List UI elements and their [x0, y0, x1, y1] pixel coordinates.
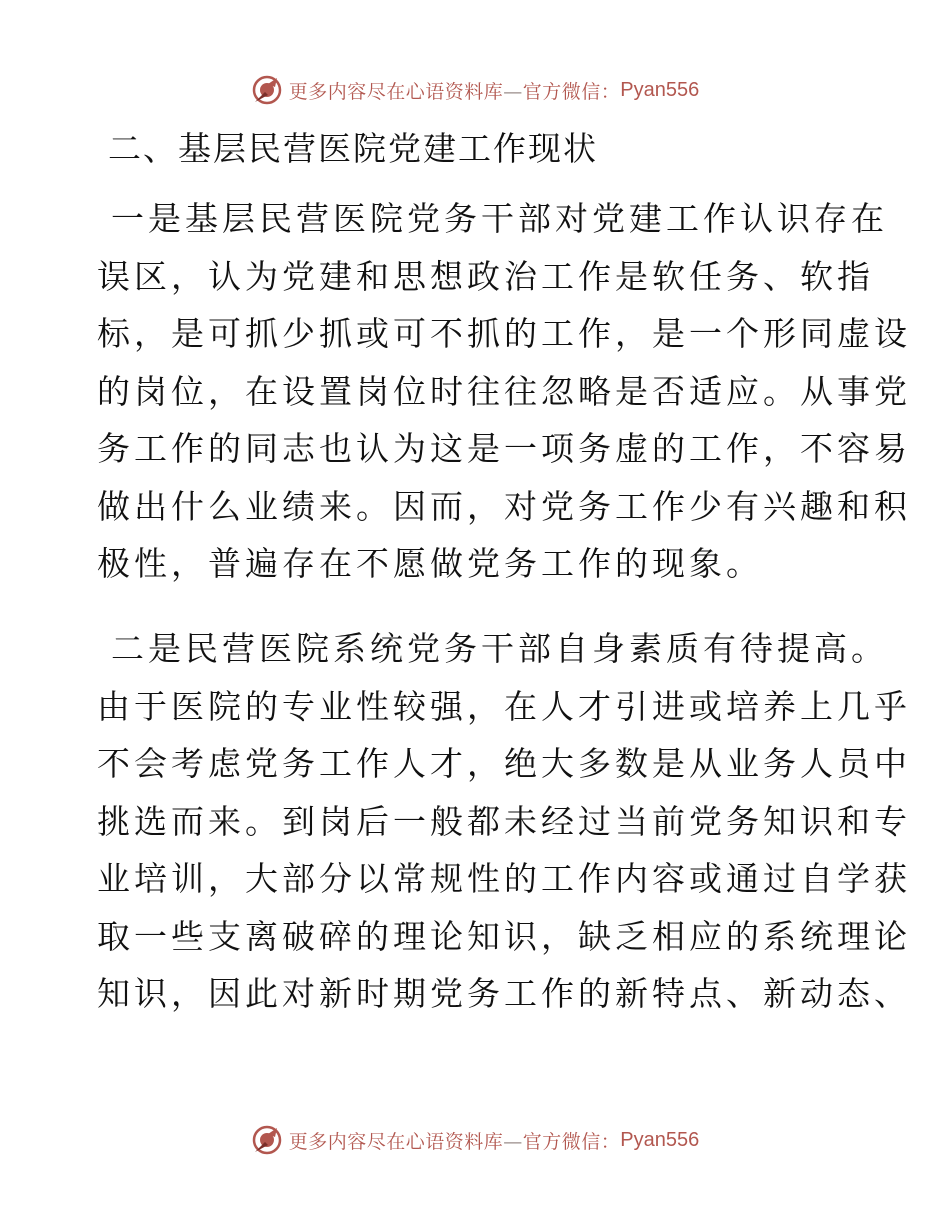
watermark-text — [289, 77, 621, 104]
pen-logo-icon — [251, 1124, 283, 1156]
paragraph-line: 挑选而来。到岗后一般都未经过当前党务知识和专 — [97, 801, 911, 841]
paragraph-line: 一是基层民营医院党务干部对党建工作认识存在 — [111, 199, 888, 238]
pen-logo-icon — [251, 74, 283, 106]
watermark-dash: — — [503, 1130, 523, 1153]
footer-watermark — [0, 1120, 950, 1160]
paragraph-line: 务工作的同志也认为这是一项务虚的工作，不容易 — [97, 429, 911, 468]
paragraph-line: 知识，因此对新时期党务工作的新特点、新动态、 — [97, 974, 911, 1013]
watermark-main-text: 更多内容尽在心语资料库 — [288, 1130, 504, 1153]
paragraph-line: 误区，认为党建和思想政治工作是软任务、软指 — [97, 256, 874, 296]
paragraph-line: 由于医院的专业性较强，在人才引进或培养上几乎 — [97, 686, 911, 726]
section-heading: 二、基层民营医院党建工作现状 — [108, 129, 598, 168]
paragraph-line: 不会考虑党务工作人才，绝大多数是从业务人员中 — [97, 744, 911, 783]
paragraph-1 — [97, 190, 911, 593]
watermark-wechat-id: Pyan556 — [620, 1128, 700, 1151]
paragraph-line: 的岗位，在设置岗位时往往忽略是否适应。从事党 — [97, 371, 911, 411]
paragraph-line: 做出什么业绩来。因而，对党务工作少有兴趣和积 — [97, 486, 911, 526]
watermark-contact-label: 官方微信： — [522, 80, 621, 103]
paragraph-line: 二是民营医院系统党务干部自身素质有待提高。 — [111, 629, 888, 668]
paragraph-line: 业培训，大部分以常规性的工作内容或通过自学获 — [97, 859, 911, 898]
watermark-dash: — — [503, 80, 523, 103]
watermark-contact-label: 官方微信： — [522, 1130, 621, 1153]
watermark-wechat-id: Pyan556 — [620, 78, 700, 101]
paragraph-line: 极性，普遍存在不愿做党务工作的现象。 — [97, 544, 763, 583]
paragraph-2 — [97, 620, 911, 1023]
paragraph-line: 标，是可抓少抓或可不抓的工作，是一个形同虚设 — [97, 314, 911, 353]
watermark-main-text: 更多内容尽在心语资料库 — [288, 80, 504, 103]
header-watermark — [0, 70, 950, 110]
watermark-text — [289, 1127, 621, 1154]
paragraph-line: 取一些支离破碎的理论知识，缺乏相应的系统理论 — [97, 916, 911, 956]
